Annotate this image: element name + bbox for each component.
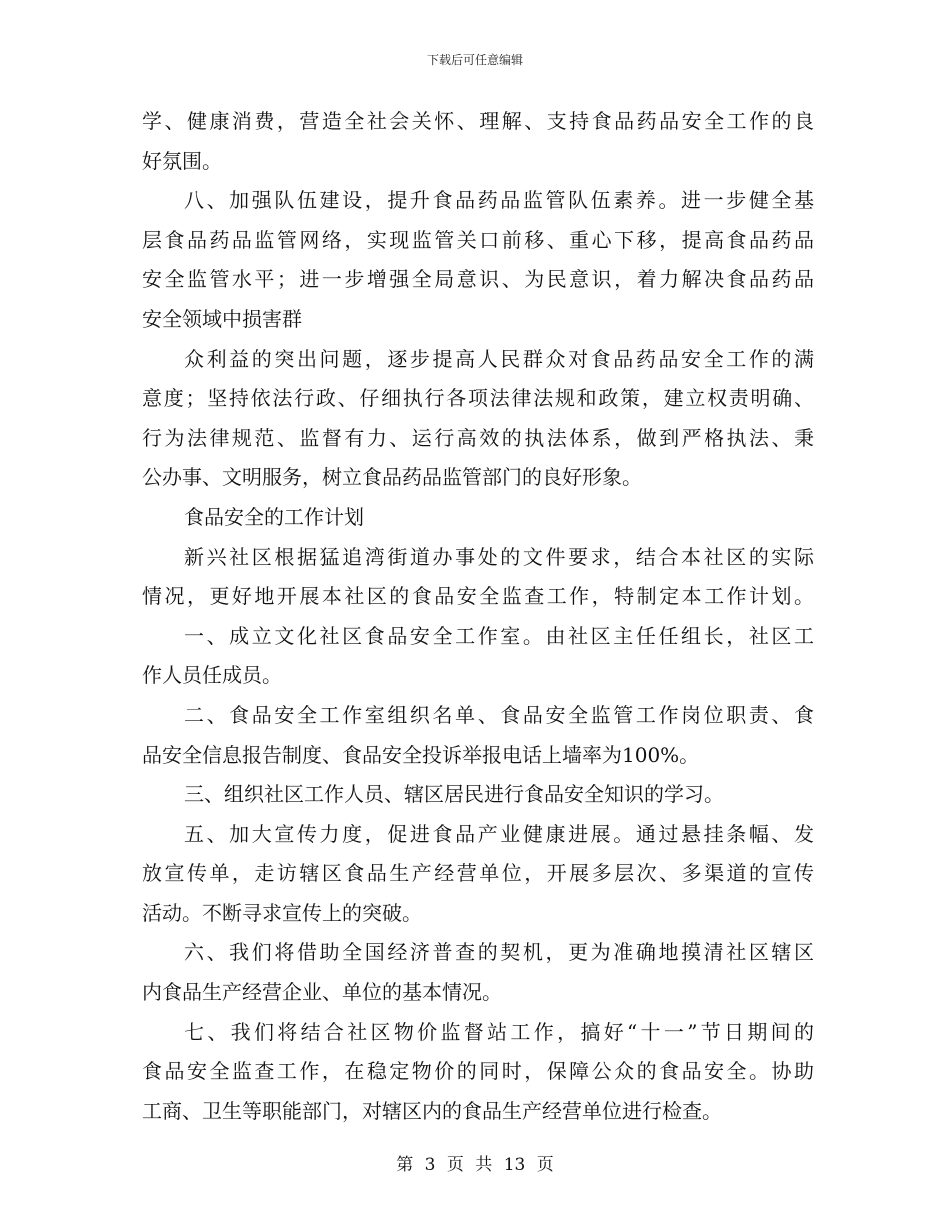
text-line: 新兴社区根据猛追湾街道办事处的文件要求，结合本社区的实际 xyxy=(184,544,814,569)
text-line: 二、食品安全工作室组织名单、食品安全监管工作岗位职责、食 xyxy=(184,702,814,727)
text-line: 工商、卫生等职能部门，对辖区内的食品生产经营单位进行检查。 xyxy=(142,1098,722,1123)
text-line: 层食品药品监管网络，实现监管关口前移、重心下移，提高食品药品 xyxy=(142,227,814,252)
text-line: 公办事、文明服务，树立食品药品监管部门的良好形象。 xyxy=(142,465,642,490)
text-line: 行为法律规范、监督有力、运行高效的执法体系，做到严格执法、秉 xyxy=(142,425,814,450)
text-line: 作人员任成员。 xyxy=(142,663,282,688)
text-line: 放宣传单，走访辖区食品生产经营单位，开展多层次、多渠道的宣传 xyxy=(142,861,814,886)
text-line: 七、我们将结合社区物价监督站工作，搞好“十一”节日期间的 xyxy=(184,1019,814,1044)
page-footer: 第 3 页 共 13 页 xyxy=(396,1155,554,1175)
document-body xyxy=(142,102,814,1131)
text-line: 好氛围。 xyxy=(142,148,222,173)
text-line: 食品安全监查工作，在稳定物价的同时，保障公众的食品安全。协助 xyxy=(142,1059,814,1084)
text-line: 食品安全的工作计划 xyxy=(184,504,364,529)
text-line: 情况，更好地开展本社区的食品安全监查工作，特制定本工作计划。 xyxy=(142,584,814,609)
page-header: 下载后可任意编辑 xyxy=(426,53,523,67)
text-line: 六、我们将借助全国经济普查的契机，更为准确地摸清社区辖区 xyxy=(184,940,814,965)
text-line: 五、加大宣传力度，促进食品产业健康进展。通过悬挂条幅、发 xyxy=(184,821,814,846)
text-line: 三、组织社区工作人员、辖区居民进行食品安全知识的学习。 xyxy=(184,782,724,807)
text-line: 意度；坚持依法行政、仔细执行各项法律法规和政策，建立权责明确、 xyxy=(142,386,814,411)
text-line: 活动。不断寻求宣传上的突破。 xyxy=(142,900,422,925)
text-line: 八、加强队伍建设，提升食品药品监管队伍素养。进一步健全基 xyxy=(184,188,814,213)
text-line: 内食品生产经营企业、单位的基本情况。 xyxy=(142,980,502,1005)
text-line: 安全领域中损害群 xyxy=(142,306,302,331)
text-line: 众利益的突出问题，逐步提高人民群众对食品药品安全工作的满 xyxy=(184,346,814,371)
text-line: 学、健康消费，营造全社会关怀、理解、支持食品药品安全工作的良 xyxy=(142,109,814,133)
text-line: 一、成立文化社区食品安全工作室。由社区主任任组长，社区工 xyxy=(184,623,814,648)
text-line: 品安全信息报告制度、食品安全投诉举报电话上墙率为100%。 xyxy=(142,742,700,767)
text-line: 安全监管水平；进一步增强全局意识、为民意识，着力解决食品药品 xyxy=(142,267,814,292)
